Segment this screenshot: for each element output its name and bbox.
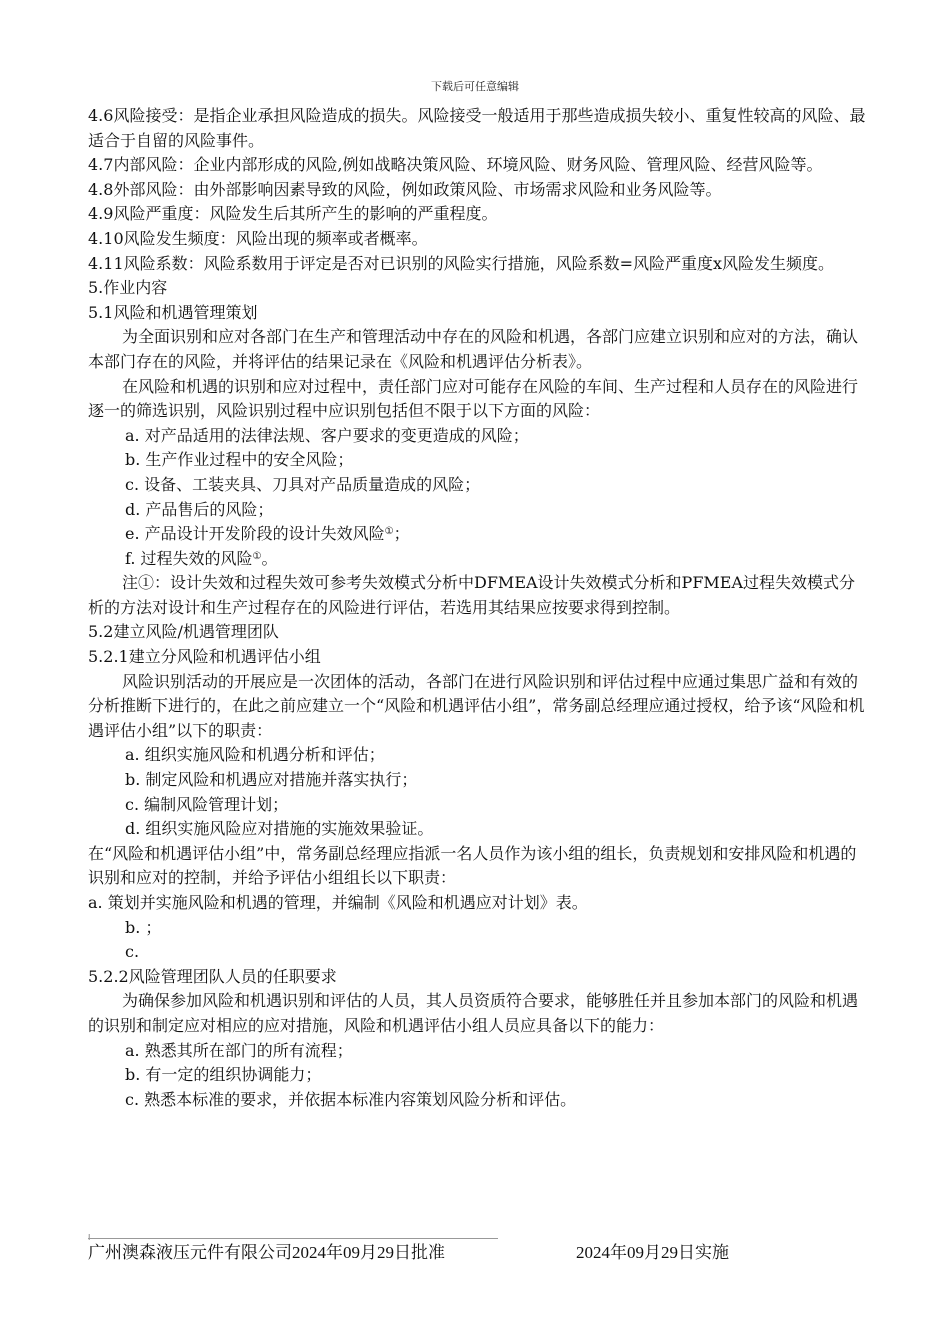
paragraph: [88, 842, 868, 891]
footer-separator: [88, 1238, 498, 1239]
effective-date: 2024年09月29日实施: [576, 1243, 729, 1262]
footnote-mark: ①: [384, 526, 394, 538]
paragraph-text: 4.8外部风险：由外部影响因素导致的风险，例如政策风险、市场需求风险和业务风险等。: [88, 179, 722, 199]
document-body: [88, 104, 868, 1112]
paragraph-text: 5.作业内容: [88, 278, 168, 298]
paragraph-text: a. 对产品适用的法律法规、客户要求的变更造成的风险；: [125, 425, 529, 445]
paragraph-text: a. 熟悉其所在部门的所有流程；: [125, 1040, 353, 1060]
paragraph-text: b. ；: [125, 917, 162, 937]
list-item: [88, 448, 868, 473]
paragraph-text: 注①：设计失效和过程失效可参考失效模式分析中DFMEA设计失效模式分析和PFMEA过程失效模式分析的方法对设计和生产过程存在的风险进行评估，若选用其结果应按要求得到控制。: [88, 573, 856, 617]
paragraph: [88, 252, 868, 277]
page-header: 下载后可任意编辑: [431, 80, 519, 93]
paragraph: [88, 178, 868, 203]
paragraph: [88, 571, 868, 620]
paragraph-text: c.: [125, 942, 140, 962]
list-item: [88, 768, 868, 793]
paragraph: [88, 645, 868, 670]
paragraph: [88, 891, 868, 916]
trailing-punctuation: 。: [261, 548, 278, 568]
paragraph: [88, 989, 868, 1038]
paragraph-text: 4.6风险接受：是指企业承担风险造成的损失。风险接受一般适用于那些造成损失较小、重复性较高的风险、最适合于自留的风险事件。: [88, 106, 866, 150]
paragraph: [88, 301, 868, 326]
paragraph-text: 5.2.1建立分风险和机遇评估小组: [88, 647, 321, 667]
list-item: [88, 916, 868, 941]
paragraph-text: a. 策划并实施风险和机遇的管理，并编制《风险和机遇应对计划》表。: [88, 893, 588, 912]
list-item: [88, 1063, 868, 1088]
paragraph: [88, 670, 868, 744]
paragraph-text: 在风险和机遇的识别和应对过程中，责任部门应对可能存在风险的车间、生产过程和人员存在的风险进行逐一的筛选识别，风险识别过程中应识别包括但不限于以下方面的风险：: [88, 376, 859, 421]
list-item: [88, 817, 868, 842]
paragraph-text: 在“风险和机遇评估小组”中，常务副总经理应指派一名人员作为该小组的组长，负责规划和安排风险和机遇的识别和应对的控制，并给予评估小组组长以下职责：: [88, 843, 857, 888]
paragraph: [88, 620, 868, 645]
paragraph: [88, 325, 868, 374]
list-item: [88, 793, 868, 818]
list-item: [88, 547, 868, 572]
paragraph-text: b. 有一定的组织协调能力；: [125, 1065, 322, 1085]
paragraph: [88, 104, 868, 153]
paragraph-text: c. 熟悉本标准的要求，并依据本标准内容策划风险分析和评估。: [125, 1089, 577, 1109]
paragraph-text: b. 生产作业过程中的安全风险；: [125, 450, 354, 470]
paragraph-text: e. 产品设计开发阶段的设计失效风险: [125, 524, 385, 544]
paragraph-text: 5.1风险和机遇管理策划: [88, 302, 258, 322]
footnote-mark: ①: [252, 550, 262, 562]
list-item: [88, 522, 868, 547]
paragraph-text: b. 制定风险和机遇应对措施并落实执行；: [125, 770, 418, 790]
list-item: [88, 1088, 868, 1113]
list-item: [88, 743, 868, 768]
paragraph-text: c. 编制风险管理计划；: [125, 794, 289, 814]
list-item: [88, 424, 868, 449]
approval-date: 广州澳森液压元件有限公司2024年09月29日批准: [88, 1243, 445, 1262]
paragraph-text: 4.9风险严重度：风险发生后其所产生的影响的严重程度。: [88, 204, 498, 224]
paragraph-text: 5.2建立风险/机遇管理团队: [88, 622, 279, 642]
list-item: [88, 498, 868, 523]
paragraph-text: d. 产品售后的风险；: [125, 499, 274, 519]
paragraph-text: 5.2.2风险管理团队人员的任职要求: [88, 966, 337, 986]
paragraph-text: 4.10风险发生频度：风险出现的频率或者概率。: [88, 228, 428, 248]
paragraph: [88, 965, 868, 990]
paragraph: [88, 153, 868, 178]
paragraph: [88, 375, 868, 424]
paragraph: [88, 202, 868, 227]
page-footer: [88, 1241, 868, 1265]
paragraph-text: f. 过程失效的风险: [125, 548, 253, 568]
paragraph: [88, 276, 868, 301]
list-item: [88, 473, 868, 498]
paragraph-text: 4.7内部风险：企业内部形成的风险,例如战略决策风险、环境风险、财务风险、管理风险、经营风险等。: [88, 155, 823, 175]
paragraph: [88, 227, 868, 252]
paragraph-text: 4.11风险系数：风险系数用于评定是否对已识别的风险实行措施，风险系数=风险严重度x风险发生频度。: [88, 253, 835, 273]
paragraph-text: 为全面识别和应对各部门在生产和管理活动中存在的风险和机遇，各部门应建立识别和应对的方法，确认本部门存在的风险，并将评估的结果记录在《风险和机遇评估分析表》。: [88, 327, 859, 371]
paragraph-text: a. 组织实施风险和机遇分析和评估；: [125, 745, 385, 765]
paragraph-text: d. 组织实施风险应对措施的实施效果验证。: [125, 819, 434, 839]
list-item: [88, 1039, 868, 1064]
separator-mark: I: [88, 1233, 91, 1242]
paragraph-text: 风险识别活动的开展应是一次团体的活动，各部门在进行风险识别和评估过程中应通过集思广益和有效的分析推断下进行的，在此之前应建立一个“风险和机遇评估小组”，常务副总经理应通过授权，给予该“风险和机遇评估小组”以下的职责：: [88, 671, 865, 740]
paragraph-text: c. 设备、工装夹具、刀具对产品质量造成的风险；: [125, 474, 481, 494]
trailing-punctuation: ；: [393, 524, 410, 544]
list-item: [88, 940, 868, 965]
paragraph-text: 为确保参加风险和机遇识别和评估的人员，其人员资质符合要求，能够胜任并且参加本部门的风险和机遇的识别和制定应对相应的应对措施，风险和机遇评估小组人员应具备以下的能力：: [88, 991, 859, 1035]
